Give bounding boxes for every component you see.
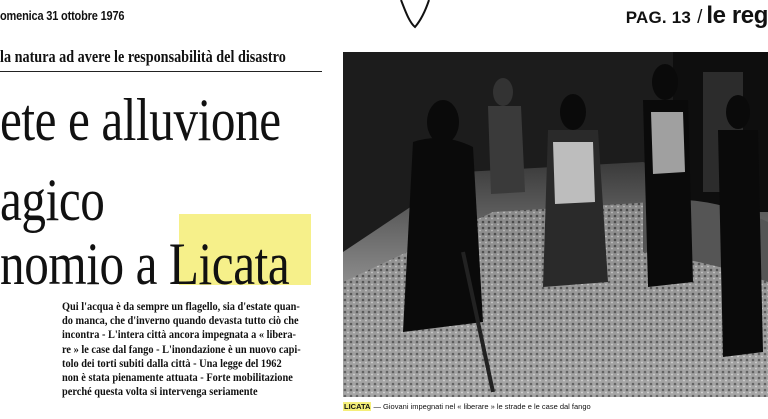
caption-city: LICATA bbox=[344, 402, 371, 411]
article-kicker: la natura ad avere le responsabilità del disastro bbox=[0, 47, 286, 66]
summary-line: non è stata pienamente attuata - Forte mobilitazione bbox=[62, 372, 293, 385]
article-summary bbox=[62, 300, 332, 399]
photo-caption bbox=[343, 402, 768, 411]
news-photo bbox=[343, 52, 768, 397]
summary-line: Qui l'acqua è da sempre un flagello, sia d'estate quan- bbox=[62, 301, 300, 313]
headline-line-2: agico bbox=[0, 167, 105, 233]
page-header bbox=[626, 2, 768, 30]
header-divider: / bbox=[697, 7, 703, 28]
page-number: PAG. 13 bbox=[625, 8, 692, 27]
summary-line: tolo dei torti subiti dalla città - Una legge del 1962 bbox=[62, 357, 282, 370]
pen-mark-icon bbox=[395, 0, 435, 30]
kicker-rule bbox=[0, 71, 322, 72]
summary-line: perché questa volta si intervenga seriamente bbox=[62, 386, 258, 399]
headline-line-3 bbox=[0, 231, 290, 297]
photo-illustration bbox=[343, 52, 768, 397]
summary-line: incontra - L'intera città ancora impegnata a « libera- bbox=[62, 329, 296, 342]
summary-line: do manca, che d'inverno quando devasta tutto ciò che bbox=[62, 315, 299, 328]
summary-line: re » le case dal fango - L'inondazione è un nuovo capi- bbox=[62, 343, 301, 356]
headline-highlight-word: Licata bbox=[168, 231, 290, 297]
issue-date: omenica 31 ottobre 1976 bbox=[0, 9, 125, 23]
masthead: le reg bbox=[706, 2, 768, 29]
caption-text: — Giovani impegnati nel « liberare » le strade e le case dal fango bbox=[371, 402, 591, 411]
headline-line-3-text: nomio a bbox=[0, 231, 158, 297]
headline-line-1: ete e alluvione bbox=[0, 87, 281, 153]
